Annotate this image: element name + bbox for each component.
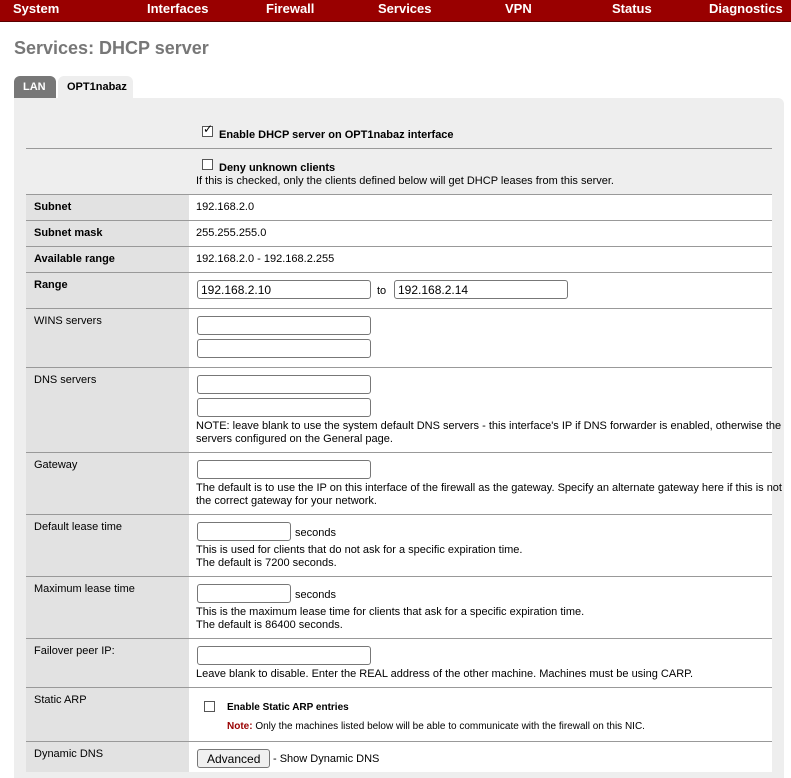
- menu-system[interactable]: System: [13, 1, 60, 16]
- deny-unknown-help: If this is checked, only the clients defined below will get DHCP leases from this server.: [196, 175, 614, 187]
- dns-label: DNS servers: [26, 368, 189, 452]
- menu-vpn[interactable]: VPN: [505, 1, 532, 16]
- gateway-input[interactable]: [197, 460, 371, 479]
- available-range-label: Available range: [26, 247, 189, 272]
- range-to-label: to: [377, 285, 387, 297]
- static-arp-cell: [189, 688, 772, 741]
- failover-peer-ip-input[interactable]: [197, 646, 371, 665]
- row-gateway: [26, 453, 782, 515]
- row-available-range: [26, 247, 772, 273]
- default-lease-cell: [189, 515, 772, 576]
- dns-note-line-2: servers configured on the General page.: [196, 433, 393, 445]
- tab-lan[interactable]: LAN: [14, 76, 56, 98]
- row-dynamic-dns: [26, 742, 772, 772]
- subnet-mask-label: Subnet mask: [26, 221, 189, 246]
- default-lease-input[interactable]: [197, 522, 291, 541]
- max-lease-unit: seconds: [295, 589, 336, 601]
- gateway-help-line-1: The default is to use the IP on this interface of the firewall as the gateway. Specify an alternate gateway here if this is not: [196, 482, 782, 494]
- row-subnet: [26, 195, 772, 221]
- wins-label: WINS servers: [26, 309, 189, 367]
- enable-cell: [189, 120, 772, 148]
- enable-dhcp-checkbox[interactable]: [202, 122, 214, 137]
- deny-cell: [189, 149, 772, 194]
- wins-cell: [189, 309, 772, 367]
- deny-unknown-checkbox[interactable]: [202, 159, 213, 170]
- max-lease-input[interactable]: [197, 584, 291, 603]
- menu-interfaces[interactable]: Interfaces: [147, 1, 209, 16]
- available-range-cell: [189, 247, 772, 272]
- row-maximum-lease-time: [26, 577, 772, 639]
- gateway-help-line-2: the correct gateway for your network.: [196, 495, 377, 507]
- failover-cell: [189, 639, 772, 687]
- max-lease-help-1: This is the maximum lease time for clients that ask for a specific expiration time.: [196, 606, 585, 618]
- dns-cell: [189, 368, 782, 452]
- row-wins-servers: [26, 309, 772, 368]
- subnet-mask-value: 255.255.255.0: [196, 227, 267, 239]
- range-label: Range: [26, 273, 189, 308]
- range-from-input[interactable]: [197, 280, 371, 299]
- row-static-arp: [26, 688, 772, 742]
- static-arp-note: [227, 721, 645, 732]
- dns-note-line-1: NOTE: leave blank to use the system default DNS servers - this interface's IP if DNS forwarder is enabled, otherwise the: [196, 420, 782, 432]
- subnet-value: 192.168.2.0: [196, 201, 255, 213]
- dynamic-dns-label: Dynamic DNS: [26, 742, 189, 772]
- static-arp-checkbox-label: Enable Static ARP entries: [227, 702, 349, 713]
- static-arp-note-label: Note:: [227, 721, 253, 732]
- failover-help: Leave blank to disable. Enter the REAL address of the other machine. Machines must be using CARP.: [196, 668, 694, 680]
- enable-dhcp-label: Enable DHCP server on OPT1nabaz interface: [219, 129, 454, 141]
- page-title: Services: DHCP server: [14, 38, 209, 58]
- dynamic-dns-cell: [189, 742, 772, 772]
- max-lease-label: Maximum lease time: [26, 577, 189, 638]
- dns-server-2-input[interactable]: [197, 398, 371, 417]
- range-cell: [189, 273, 772, 308]
- gateway-label: Gateway: [26, 453, 189, 514]
- top-menu-bar: [0, 0, 791, 22]
- row-failover-peer-ip: [26, 639, 772, 688]
- menu-diagnostics[interactable]: Diagnostics: [709, 1, 783, 16]
- subnet-mask-cell: [189, 221, 772, 246]
- dynamic-dns-suffix: - Show Dynamic DNS: [273, 753, 380, 765]
- tab-opt1nabaz[interactable]: OPT1nabaz: [58, 76, 133, 98]
- gateway-cell: [189, 453, 782, 514]
- menu-firewall[interactable]: Firewall: [266, 1, 315, 16]
- row-enable-dhcp: [26, 120, 772, 149]
- menu-status[interactable]: Status: [612, 1, 652, 16]
- range-to-input[interactable]: [394, 280, 568, 299]
- default-lease-help-2: The default is 7200 seconds.: [196, 557, 337, 569]
- static-arp-note-text: Only the machines listed below will be able to communicate with the firewall on this NIC.: [255, 721, 645, 732]
- default-lease-label: Default lease time: [26, 515, 189, 576]
- static-arp-label: Static ARP: [26, 688, 189, 741]
- advanced-dynamic-dns-button[interactable]: Advanced: [197, 749, 270, 768]
- row-subnet-mask: [26, 221, 772, 247]
- static-arp-checkbox[interactable]: [204, 701, 215, 712]
- row-deny-unknown: [26, 149, 772, 195]
- dns-server-1-input[interactable]: [197, 375, 371, 394]
- available-range-value: 192.168.2.0 - 192.168.2.255: [196, 253, 335, 265]
- wins-server-1-input[interactable]: [197, 316, 371, 335]
- failover-label: Failover peer IP:: [26, 639, 189, 687]
- checkmark-icon: ✓: [203, 122, 214, 136]
- menu-services[interactable]: Services: [378, 1, 432, 16]
- default-lease-help-1: This is used for clients that do not ask for a specific expiration time.: [196, 544, 523, 556]
- max-lease-cell: [189, 577, 772, 638]
- row-default-lease-time: [26, 515, 772, 577]
- subnet-label: Subnet: [26, 195, 189, 220]
- wins-server-2-input[interactable]: [197, 339, 371, 358]
- subnet-cell: [189, 195, 772, 220]
- row-range: [26, 273, 772, 309]
- default-lease-unit: seconds: [295, 527, 336, 539]
- row-dns-servers: [26, 368, 782, 453]
- deny-unknown-label: Deny unknown clients: [219, 162, 336, 174]
- max-lease-help-2: The default is 86400 seconds.: [196, 619, 343, 631]
